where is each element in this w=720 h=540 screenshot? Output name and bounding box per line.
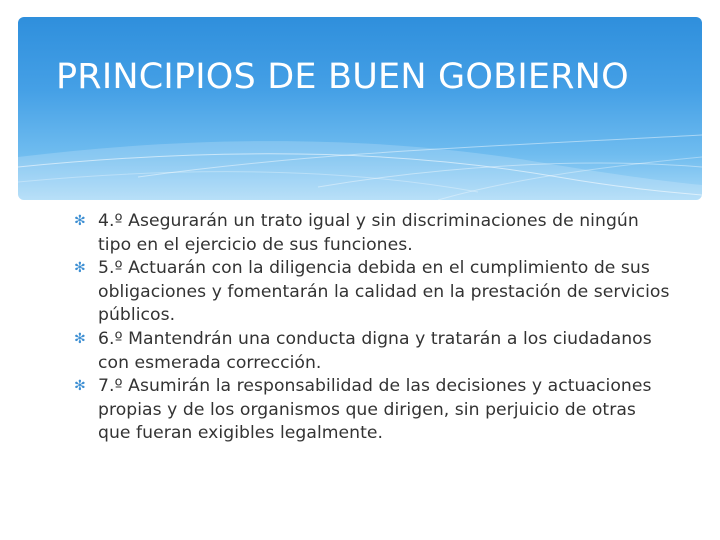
asterisk-bullet-icon: ✻ [74, 378, 86, 395]
slide-content [72, 210, 672, 446]
bullet-item [72, 257, 672, 328]
bullet-text: 7.º Asumirán la responsabilidad de las decisiones y actuaciones propias y de los organismos que dirigen, sin perjuicio de otras que fueran exigibles legalmente. [98, 376, 652, 444]
bullet-item [72, 210, 672, 257]
asterisk-bullet-icon: ✻ [74, 330, 86, 347]
bullet-text: 4.º Asegurarán un trato igual y sin discriminaciones de ningún tipo en el ejercicio de sus funciones. [98, 211, 639, 255]
asterisk-bullet-icon: ✻ [74, 260, 86, 277]
slide-title: PRINCIPIOS DE BUEN GOBIERNO [56, 57, 629, 97]
banner-wave-decoration [18, 17, 702, 200]
bullet-item [72, 375, 672, 446]
bullet-text: 5.º Actuarán con la diligencia debida en el cumplimiento de sus obligaciones y fomentarán la calidad en la prestación de servicios públicos. [98, 258, 670, 326]
asterisk-bullet-icon: ✻ [74, 213, 86, 229]
title-banner [18, 17, 702, 200]
bullet-list [72, 210, 672, 446]
bullet-item [72, 328, 672, 375]
bullet-text: 6.º Mantendrán una conducta digna y tratarán a los ciudadanos con esmerada corrección. [98, 328, 652, 373]
